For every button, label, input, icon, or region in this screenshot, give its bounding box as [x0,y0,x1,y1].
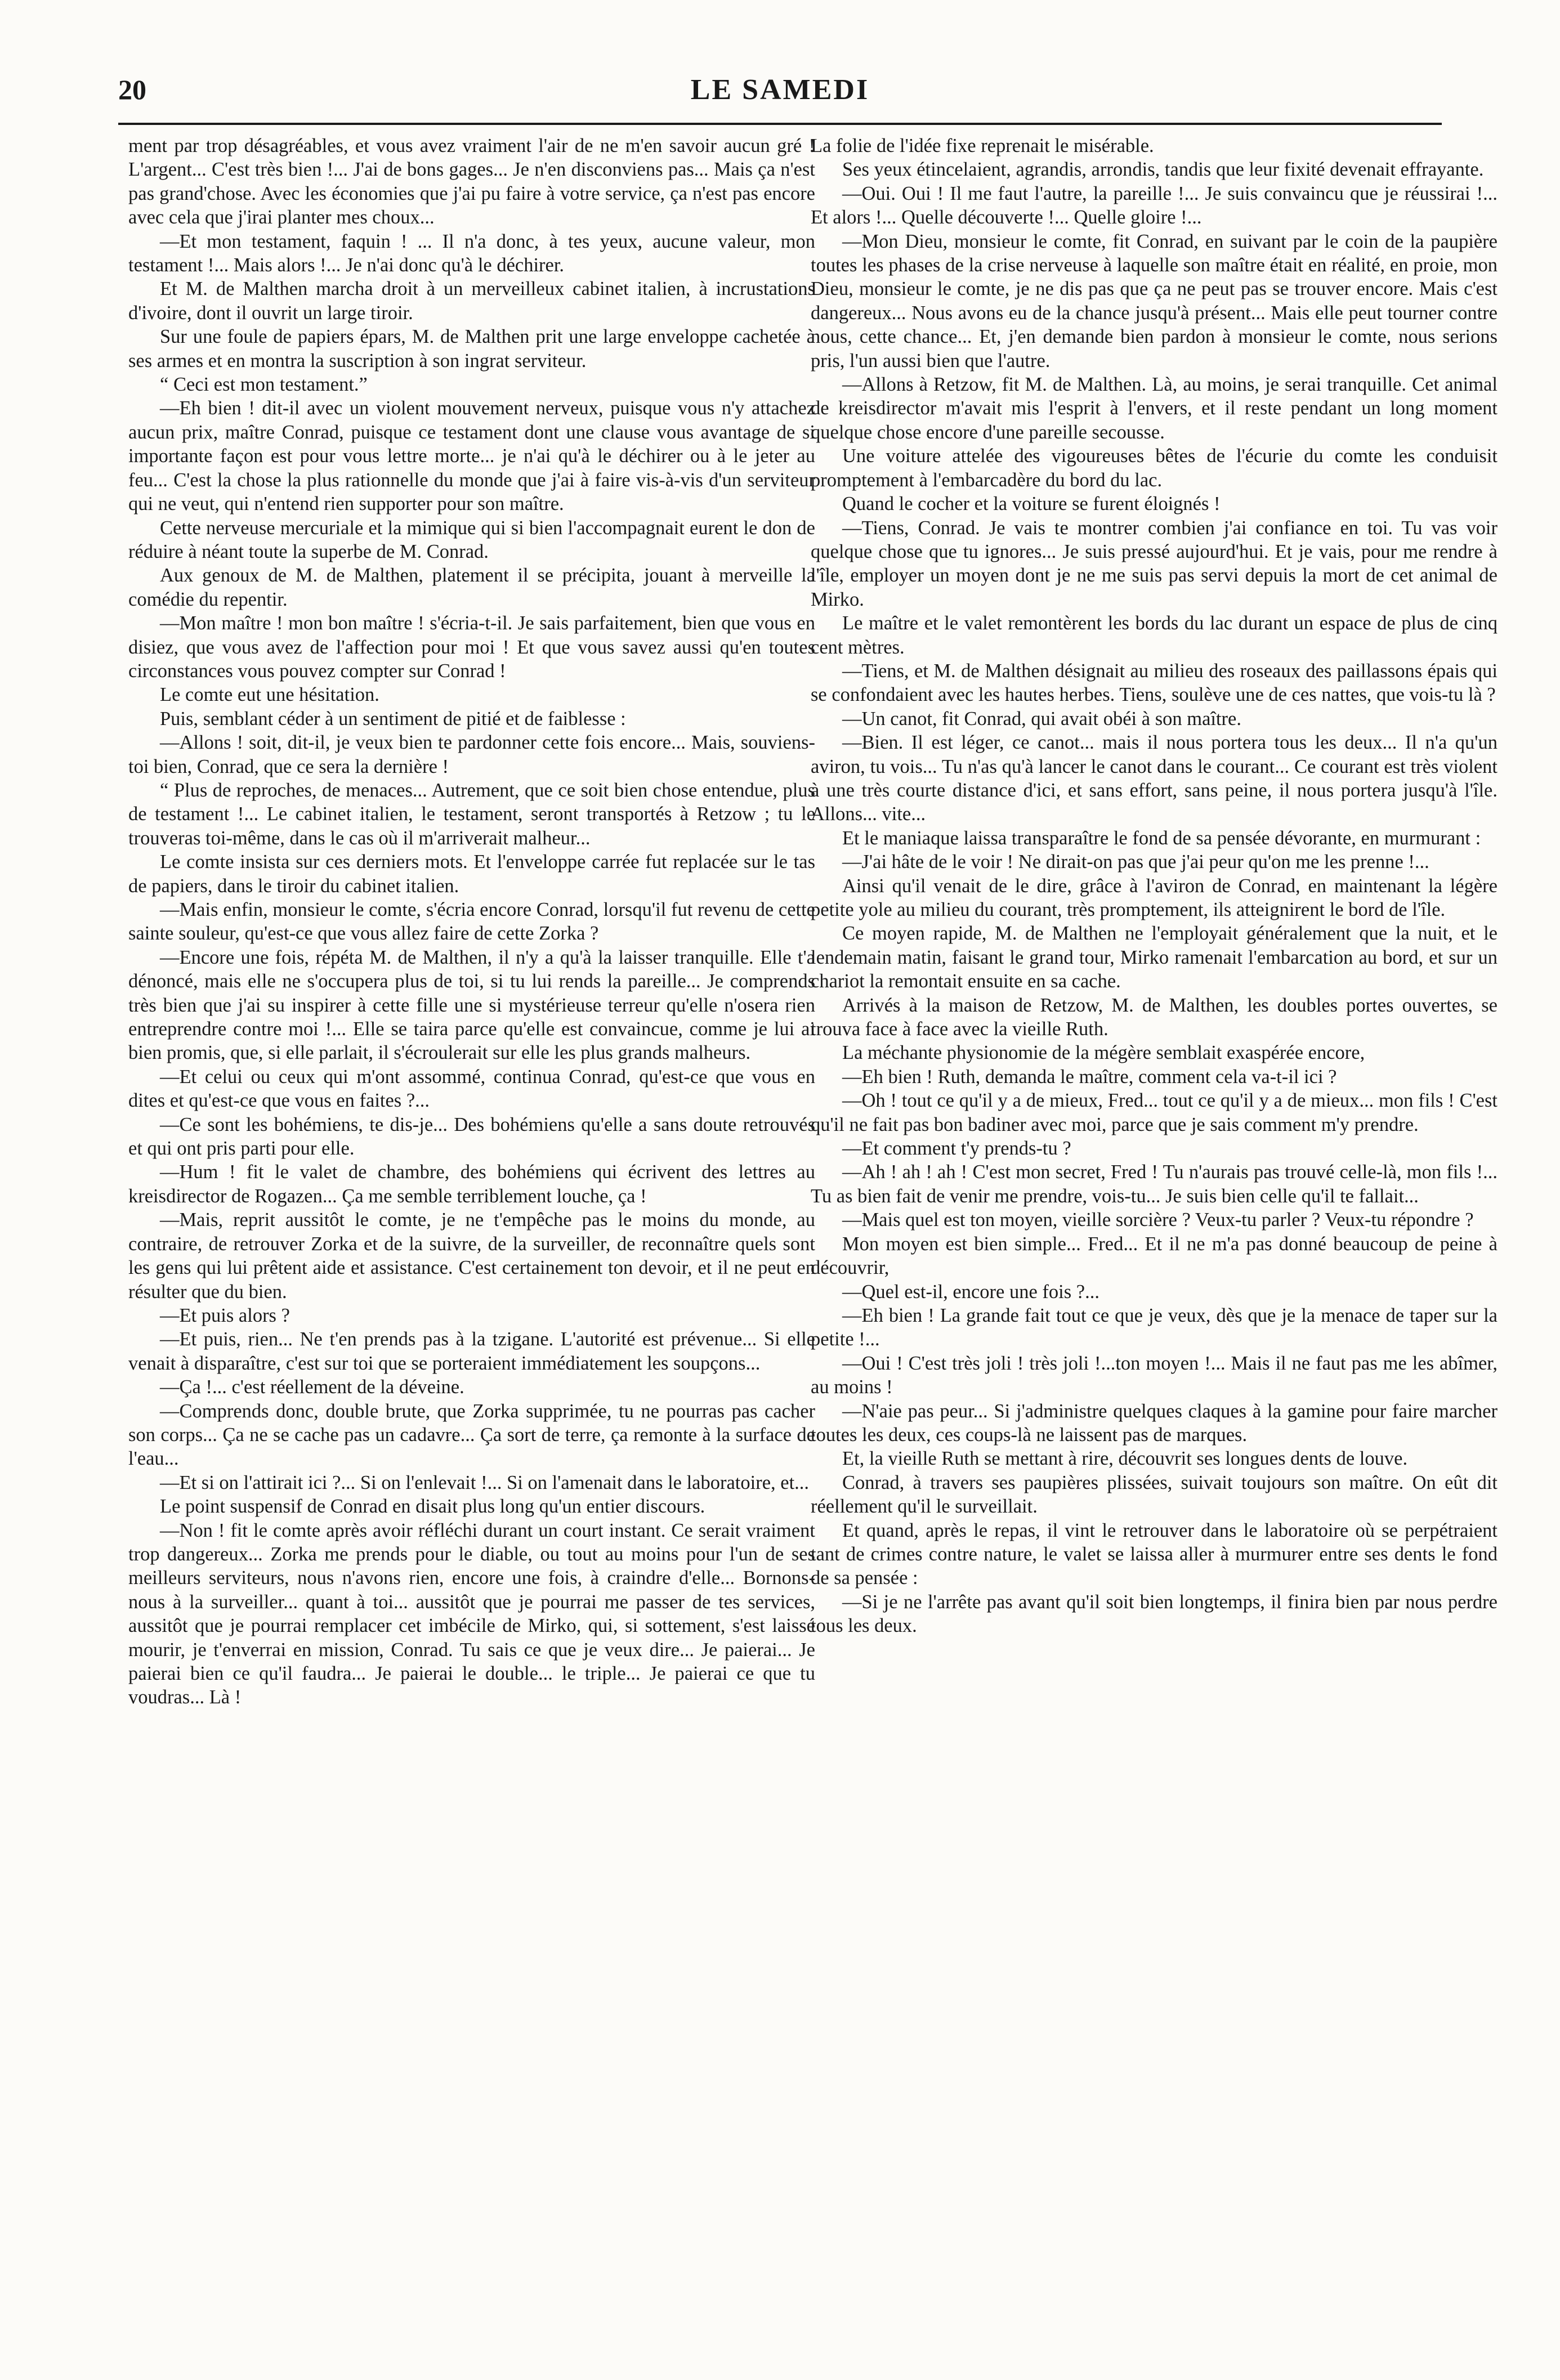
paragraph: —Et celui ou ceux qui m'ont assommé, continua Conrad, qu'est-ce que vous en dites et qu'est-ce que vous en faites ?... [128,1066,815,1112]
left-column [128,134,815,2329]
paragraph: —Eh bien ! La grande fait tout ce que je veux, dès que je la menace de taper sur la petite !... [811,1304,1498,1350]
paragraph: —Comprends donc, double brute, que Zorka supprimée, tu ne pourras pas cacher son corps... Ça ne se cache pas un cadavre... Ça sort de terre, ça remonte à la surface de l'eau... [128,1400,815,1470]
paragraph: Le comte eut une hésitation. [160,684,379,706]
paragraph: —Oui ! C'est très joli ! très joli !...ton moyen !... Mais il ne faut pas me les abîmer, au moins ! [811,1352,1498,1398]
paragraph: Aux genoux de M. de Malthen, platement il se précipita, jouant à merveille la comédie du repentir. [128,565,815,610]
paragraph: —Ah ! ah ! ah ! C'est mon secret, Fred ! Tu n'aurais pas trouvé celle-là, mon fils !... Tu as bien fait de venir me prendre, vois-tu... Je suis bien celle qu'il te fallait... [811,1161,1498,1207]
header-rule [118,123,1442,125]
paragraph: Le maître et le valet remontèrent les bords du lac durant un espace de plus de cinq cent mètres. [811,612,1498,658]
paragraph: —Oh ! tout ce qu'il y a de mieux, Fred... tout ce qu'il y a de mieux... mon fils ! C'est qu'il ne fait pas bon badiner avec moi, parce que je sais comment m'y prendre. [811,1090,1498,1135]
paragraph: —Ce sont les bohémiens, te dis-je... Des bohémiens qu'elle a sans doute retrouvés et qui ont pris parti pour elle. [128,1113,815,1160]
paragraph: Puis, semblant céder à un sentiment de pitié et de faiblesse : [160,708,626,730]
paragraph: Cette nerveuse mercuriale et la mimique qui si bien l'accompagnait eurent le don de réduire à néant toute la superbe de M. Conrad. [128,517,815,562]
paragraph: —Ça !... c'est réellement de la déveine. [160,1376,464,1398]
paragraph: Mon moyen est bien simple... Fred... Et il ne m'a pas donné beaucoup de peine à découvrir, [811,1233,1498,1279]
paragraph: Et, la vieille Ruth se mettant à rire, découvrit ses longues dents de louve. [842,1448,1408,1470]
paragraph: —Allons ! soit, dit-il, je veux bien te pardonner cette fois encore... Mais, souviens-toi bien, Conrad, que ce sera la dernière ! [128,732,815,777]
paragraph: Et le maniaque laissa transparaître le fond de sa pensée dévorante, en murmurant : [842,827,1481,849]
paragraph: —Un canot, fit Conrad, qui avait obéi à son maître. [842,708,1241,730]
paragraph: —Et comment t'y prends-tu ? [842,1138,1071,1160]
right-column [811,134,1498,2329]
paragraph: —Tiens, et M. de Malthen désignait au milieu des roseaux des paillassons épais qui se confondaient avec les hautes herbes. Tiens, soulève une de ces nattes, que vois-tu là ? [811,660,1498,706]
paragraph: —Non ! fit le comte après avoir réfléchi durant un court instant. Ce serait vraiment trop dangereux... Zorka me prends pour le diable, ou tout au moins pour l'un de ses meilleurs serviteurs, nous n'avons rien, encore une fois, à craindre d'elle... Bornons-nous à la surveiller... quant à toi... aussitôt que je pourrai me passer de tes services, aussitôt que je pourrai remplacer cet imbécile de Mirko, qui, si sottement, s'est laissé mourir, je t'enverrai en mission, Conrad. Tu sais ce que je veux dire... Je paierai... Je paierai bien ce qu'il faudra... Je paierai le double... le triple... Je paierai ce que tu voudras... Là ! [128,1519,815,1708]
paragraph: —Et si on l'attirait ici ?... Si on l'enlevait !... Si on l'amenait dans le laboratoire, et... [160,1471,810,1493]
paragraph: Sur une foule de papiers épars, M. de Malthen prit une large enveloppe cachetée à ses armes et en montra la suscription à son ingrat serviteur. [128,326,815,372]
paragraph: Et M. de Malthen marcha droit à un merveilleux cabinet italien, à incrustations d'ivoire, dont il ouvrit un large tiroir. [128,278,815,324]
paragraph: Ainsi qu'il venait de le dire, grâce à l'aviron de Conrad, en maintenant la légère petite yole au milieu du courant, très promptement, ils atteignirent le bord de l'île. [811,875,1498,920]
paragraph: —Mais enfin, monsieur le comte, s'écria encore Conrad, lorsqu'il fut revenu de cette sainte souleur, qu'est-ce que vous allez faire de cette Zorka ? [128,899,815,945]
paragraph: —Allons à Retzow, fit M. de Malthen. Là, au moins, je serai tranquille. Cet animal de kreisdirector m'avait mis l'esprit à l'envers, et il reste pendant un long moment quelque chose encore d'une pareille secousse. [811,374,1498,443]
paragraph: —Bien. Il est léger, ce canot... mais il nous portera tous les deux... Il n'a qu'un aviron, tu vois... Tu n'as qu'à lancer le canot dans le courant... Ce courant est très violent à une très courte distance d'ici, et sans effort, sans peine, il nous portera jusqu'à l'île. Allons... vite... [811,732,1498,825]
paragraph: —Mais quel est ton moyen, vieille sorcière ? Veux-tu parler ? Veux-tu répondre ? [842,1209,1474,1231]
paragraph: —Mon maître ! mon bon maître ! s'écria-t-il. Je sais parfaitement, bien que vous en disiez, que vous avez de l'affection pour moi ! Et que vous savez aussi qu'en toutes circonstances vous pouvez compter sur Conrad ! [128,612,815,682]
paragraph: Conrad, à travers ses paupières plissées, suivait toujours son maître. On eût dit réellement qu'il le surveillait. [811,1471,1498,1518]
page-header [96,68,1464,113]
paragraph: —Tiens, Conrad. Je vais te montrer combien j'ai confiance en toi. Tu vas voir quelque chose que tu ignores... Je suis pressé aujourd'hui. Et je vais, pour me rendre à l'île, employer un moyen dont je ne me suis pas servi depuis la mort de cet animal de Mirko. [811,517,1498,610]
paragraph: La méchante physionomie de la mégère semblait exaspérée encore, [842,1042,1365,1064]
paragraph: —N'aie pas peur... Si j'administre quelques claques à la gamine pour faire marcher toutes les deux, ces coups-là ne laissent pas de marques. [811,1400,1498,1446]
running-title: LE SAMEDI [690,74,870,106]
paragraph: Une voiture attelée des vigoureuses bêtes de l'écurie du comte les conduisit promptement à l'embarcadère du bord du lac. [811,445,1498,491]
paragraph: —Eh bien ! Ruth, demanda le maître, comment cela va-t-il ici ? [842,1066,1337,1088]
paragraph: —Et mon testament, faquin ! ... Il n'a donc, à tes yeux, aucune valeur, mon testament !... Mais alors !... Je n'ai donc qu'à le déchirer. [128,230,815,276]
paragraph: Et quand, après le repas, il vint le retrouver dans le laboratoire où se perpétraient tant de crimes contre nature, le valet se laissa aller à murmurer entre ses dents le fond de sa pensée : [811,1519,1498,1589]
paragraph: —Mais, reprit aussitôt le comte, je ne t'empêche pas le moins du monde, au contraire, de retrouver Zorka et de la suivre, de la surveiller, de reconnaître quels sont les gens qui lui prêtent aide et assistance. C'est certainement ton devoir, et il ne peut en résulter que du bien. [128,1209,815,1303]
paragraph: —Quel est-il, encore une fois ?... [842,1281,1099,1303]
paragraph: La folie de l'idée fixe reprenait le misérable. [811,135,1154,156]
paragraph: —Et puis, rien... Ne t'en prends pas à la tzigane. L'autorité est prévenue... Si elle venait à disparaître, c'est sur toi que se porteraient immédiatement les soupçons... [128,1328,815,1374]
paragraph: —Et puis alors ? [160,1304,290,1326]
paragraph: —Encore une fois, répéta M. de Malthen, il n'y a qu'à la laisser tranquille. Elle t'a dénoncé, mais elle ne s'occupera plus de toi, si tu lui rends la pareille... Je comprends très bien que j'ai su inspirer à cette fille une si mystérieuse terreur qu'elle n'osera rien entreprendre contre moi !... Elle se taira parce qu'elle est convaincue, comme je lui ai bien promis, que, si elle parlait, il s'écroulerait sur elle les plus grands malheurs. [128,946,815,1064]
paragraph: —Si je ne l'arrête pas avant qu'il soit bien longtemps, il finira bien par nous perdre tous les deux. [811,1591,1498,1637]
paragraph: Arrivés à la maison de Retzow, M. de Malthen, les doubles portes ouvertes, se trouva face à face avec la vieille Ruth. [811,994,1498,1040]
paragraph: Ce moyen rapide, M. de Malthen ne l'employait généralement que la nuit, et le lendemain matin, faisant le grand tour, Mirko ramenait l'embarcation au bord, et sur un chariot la remontait ensuite en sa cache. [811,923,1498,992]
paragraph: Quand le cocher et la voiture se furent éloignés ! [842,493,1221,515]
paragraph: Ses yeux étincelaient, agrandis, arrondis, tandis que leur fixité devenait effrayante. [842,159,1484,181]
page-number: 20 [118,74,146,105]
paragraph: “ Plus de reproches, de menaces... Autrement, que ce soit bien chose entendue, plus de testament !... Le cabinet italien, le testament, seront transportés à Retzow ; tu le trouveras toi-même, dans le cas où il m'arriverait malheur... [128,779,815,849]
paragraph: —Mon Dieu, monsieur le comte, fit Conrad, en suivant par le coin de la paupière toutes les phases de la crise nerveuse à laquelle son maître était en réalité, en proie, mon Dieu, monsieur le comte, je ne dis pas que ça ne peut pas se trouver encore. Mais c'est dangereux... Nous avons eu de la chance jusqu'à présent... Mais elle peut tourner contre nous, cette chance... Et, j'en demande bien pardon à monsieur le comte, nous serions pris, l'un aussi bien que l'autre. [811,230,1498,372]
paragraph: —J'ai hâte de le voir ! Ne dirait-on pas que j'ai peur qu'on me les prenne !... [842,851,1429,873]
paragraph: Le point suspensif de Conrad en disait plus long qu'un entier discours. [160,1496,705,1518]
paragraph: ment par trop désagréables, et vous avez vraiment l'air de ne m'en savoir aucun gré ! L'argent... C'est très bien !... J'ai de bons gages... Je n'en disconviens pas... Mais ça n'est pas grand'chose. Avec les économies que j'ai pu faire à votre service, ça n'est pas encore avec cela que j'irai planter mes choux... [128,135,815,229]
paragraph: —Hum ! fit le valet de chambre, des bohémiens qui écrivent des lettres au kreisdirector de Rogazen... Ça me semble terriblement louche, ça ! [128,1161,815,1207]
paragraph: “ Ceci est mon testament.” [160,374,368,396]
paragraph: —Eh bien ! dit-il avec un violent mouvement nerveux, puisque vous n'y attachez aucun prix, maître Conrad, puisque ce testament dont une clause vous avantage de si importante façon est pour vous lettre morte... je n'ai qu'à le déchirer ou à le jeter au feu... C'est la chose la plus rationnelle du monde que j'ai à faire vis-à-vis d'un serviteur qui ne veut, qui n'entend rien supporter pour son maître. [128,397,815,515]
paragraph: —Oui. Oui ! Il me faut l'autre, la pareille !... Je suis convaincu que je réussirai !... Et alors !... Quelle découverte !... Quelle gloire !... [811,182,1498,229]
paragraph: Le comte insista sur ces derniers mots. Et l'enveloppe carrée fut replacée sur le tas de papiers, dans le tiroir du cabinet italien. [128,851,815,897]
